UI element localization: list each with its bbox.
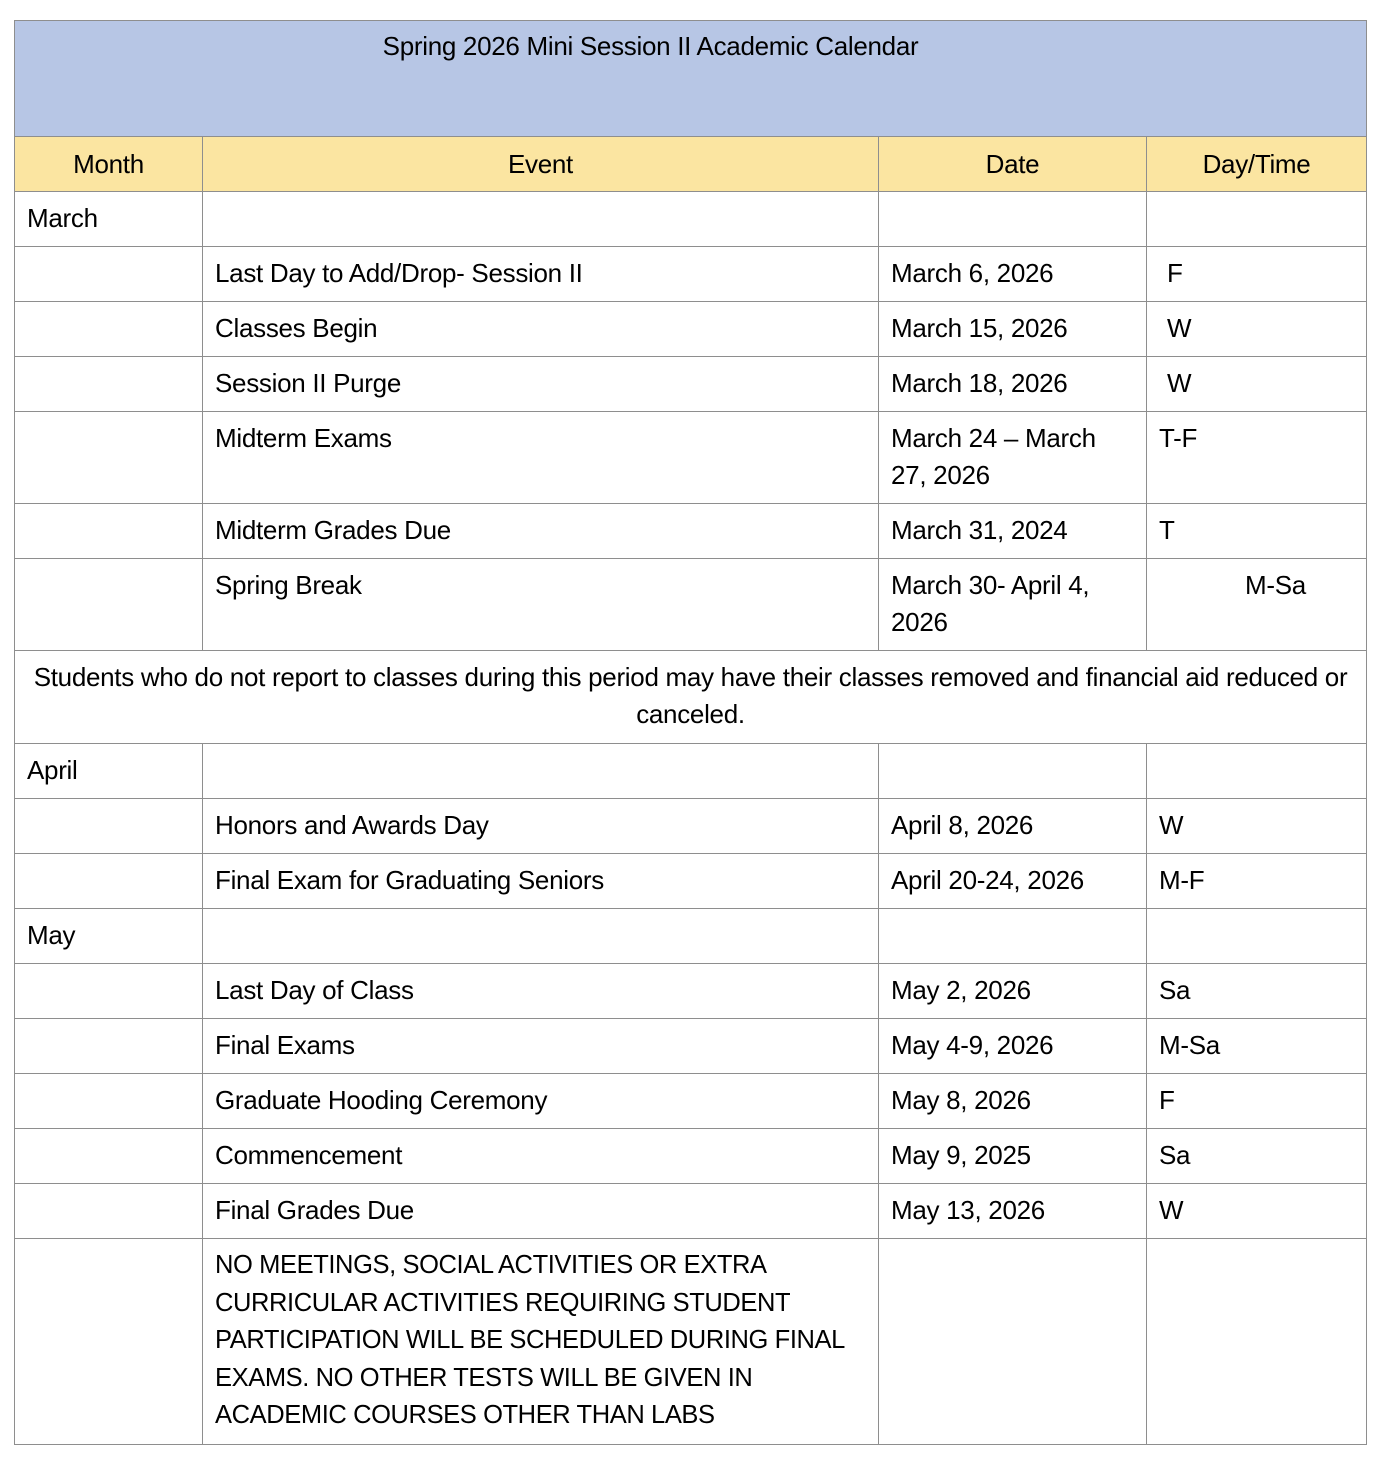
day-cell: M-Sa — [1147, 559, 1367, 651]
date-cell: March 24 – March 27, 2026 — [879, 412, 1147, 504]
month-row-march — [15, 192, 1367, 247]
day-cell — [1147, 744, 1367, 799]
date-cell: March 15, 2026 — [879, 302, 1147, 357]
event-cell — [203, 192, 879, 247]
table-row — [15, 1129, 1367, 1184]
event-cell — [203, 744, 879, 799]
event-cell: Midterm Exams — [203, 412, 879, 504]
month-cell — [15, 247, 203, 302]
date-cell: April 20-24, 2026 — [879, 854, 1147, 909]
month-cell — [15, 1239, 203, 1445]
event-cell: Final Exams — [203, 1019, 879, 1074]
table-row — [15, 1074, 1367, 1129]
day-cell: Sa — [1147, 1129, 1367, 1184]
event-cell: Final Grades Due — [203, 1184, 879, 1239]
date-cell — [879, 192, 1147, 247]
table-row — [15, 559, 1367, 651]
day-cell: F — [1147, 1074, 1367, 1129]
table-row — [15, 412, 1367, 504]
policy-row — [15, 1239, 1367, 1445]
day-cell — [1147, 909, 1367, 964]
header-date: Date — [879, 137, 1147, 192]
month-cell — [15, 559, 203, 651]
day-cell: W — [1147, 1184, 1367, 1239]
event-cell: Spring Break — [203, 559, 879, 651]
day-cell: Sa — [1147, 964, 1367, 1019]
attendance-notice: Students who do not report to classes during this period may have their classes removed and financial aid reduced or canceled. — [15, 651, 1367, 744]
day-cell: F — [1147, 247, 1367, 302]
date-cell: May 13, 2026 — [879, 1184, 1147, 1239]
month-row-may — [15, 909, 1367, 964]
title-row — [15, 21, 1367, 137]
table-row — [15, 504, 1367, 559]
notice-row — [15, 651, 1367, 744]
calendar-title-cell — [15, 21, 1367, 137]
table-row — [15, 1184, 1367, 1239]
month-label: April — [15, 744, 203, 799]
header-event: Event — [203, 137, 879, 192]
date-cell: May 8, 2026 — [879, 1074, 1147, 1129]
month-cell — [15, 1074, 203, 1129]
table-row — [15, 247, 1367, 302]
day-cell: T-F — [1147, 412, 1367, 504]
month-cell — [15, 1129, 203, 1184]
month-label: March — [15, 192, 203, 247]
month-cell — [15, 964, 203, 1019]
month-cell — [15, 412, 203, 504]
date-cell: March 6, 2026 — [879, 247, 1147, 302]
header-day-time: Day/Time — [1147, 137, 1367, 192]
month-cell — [15, 302, 203, 357]
month-cell — [15, 357, 203, 412]
date-cell — [879, 1239, 1147, 1445]
table-row — [15, 964, 1367, 1019]
date-cell: May 9, 2025 — [879, 1129, 1147, 1184]
date-cell: May 2, 2026 — [879, 964, 1147, 1019]
date-cell: March 30- April 4, 2026 — [879, 559, 1147, 651]
month-cell — [15, 799, 203, 854]
month-cell — [15, 504, 203, 559]
calendar-title: Spring 2026 Mini Session II Academic Calendar — [382, 31, 919, 61]
header-row — [15, 137, 1367, 192]
header-month: Month — [15, 137, 203, 192]
date-cell: April 8, 2026 — [879, 799, 1147, 854]
event-cell: Session II Purge — [203, 357, 879, 412]
day-cell: M-F — [1147, 854, 1367, 909]
date-cell — [879, 744, 1147, 799]
day-cell: T — [1147, 504, 1367, 559]
event-cell: Midterm Grades Due — [203, 504, 879, 559]
event-cell: Last Day of Class — [203, 964, 879, 1019]
date-cell: May 4-9, 2026 — [879, 1019, 1147, 1074]
date-cell — [879, 909, 1147, 964]
day-cell — [1147, 1239, 1367, 1445]
date-cell: March 31, 2024 — [879, 504, 1147, 559]
day-cell — [1147, 192, 1367, 247]
day-cell: W — [1147, 799, 1367, 854]
event-cell: Final Exam for Graduating Seniors — [203, 854, 879, 909]
month-cell — [15, 854, 203, 909]
day-cell: W — [1147, 302, 1367, 357]
day-cell: M-Sa — [1147, 1019, 1367, 1074]
event-cell: Classes Begin — [203, 302, 879, 357]
event-cell: Graduate Hooding Ceremony — [203, 1074, 879, 1129]
event-cell — [203, 909, 879, 964]
month-row-april — [15, 744, 1367, 799]
table-row — [15, 302, 1367, 357]
day-cell: W — [1147, 357, 1367, 412]
date-cell: March 18, 2026 — [879, 357, 1147, 412]
event-cell: Commencement — [203, 1129, 879, 1184]
month-cell — [15, 1184, 203, 1239]
table-row — [15, 1019, 1367, 1074]
month-cell — [15, 1019, 203, 1074]
table-row — [15, 854, 1367, 909]
academic-calendar-table — [14, 20, 1367, 1445]
table-row — [15, 357, 1367, 412]
table-row — [15, 799, 1367, 854]
final-exam-policy: NO MEETINGS, SOCIAL ACTIVITIES OR EXTRA CURRICULAR ACTIVITIES REQUIRING STUDENT PARTICIPATION WILL BE SCHEDULED DURING FINAL EXAMS. NO OTHER TESTS WILL BE GIVEN IN ACADEMIC COURSES OTHER THAN LABS — [203, 1239, 879, 1445]
event-cell: Last Day to Add/Drop- Session II — [203, 247, 879, 302]
event-cell: Honors and Awards Day — [203, 799, 879, 854]
month-label: May — [15, 909, 203, 964]
